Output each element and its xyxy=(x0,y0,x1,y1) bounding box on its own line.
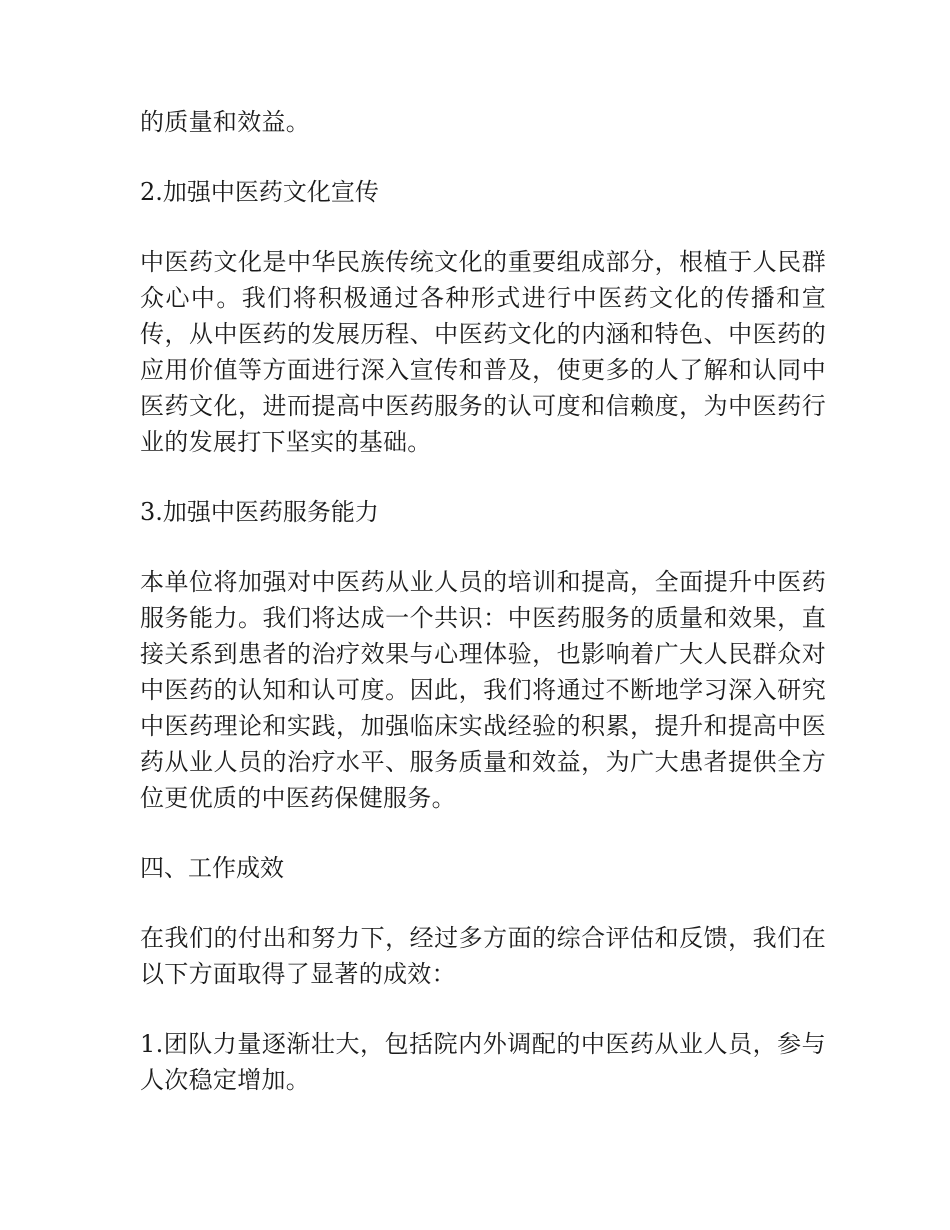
paragraph-service-capability: 本单位将加强对中医药从业人员的培训和提高，全面提升中医药服务能力。我们将达成一个共识：中医药服务的质量和效果，直接关系到患者的治疗效果与心理体验，也影响着广大人民群众对中医药的认知和认可度。因此，我们将通过不断地学习深入研究中医药理论和实践，加强临床实战经验的积累，提升和提高中医药从业人员的治疗水平、服务质量和效益，为广大患者提供全方位更优质的中医药保健服务。 xyxy=(140,568,826,812)
paragraph-work-results-intro: 在我们的付出和努力下，经过多方面的综合评估和反馈，我们在以下方面取得了显著的成效： xyxy=(140,924,826,988)
paragraph-result-item-1: 1.团队力量逐渐壮大，包括院内外调配的中医药从业人员，参与人次稳定增加。 xyxy=(140,1030,826,1094)
section-heading-culture-promotion: 2.加强中医药文化宣传 xyxy=(140,178,379,206)
paragraph-culture-promotion: 中医药文化是中华民族传统文化的重要组成部分，根植于人民群众心中。我们将积极通过各种形式进行中医药文化的传播和宣传，从中医药的发展历程、中医药文化的内涵和特色、中医药的应用价值等方面进行深入宣传和普及，使更多的人了解和认同中医药文化，进而提高中医药服务的认可度和信赖度，为中医药行业的发展打下坚实的基础。 xyxy=(140,248,826,456)
section-heading-work-results: 四、工作成效 xyxy=(140,854,284,882)
document-body xyxy=(140,104,826,1132)
paragraph-continuation: 的质量和效益。 xyxy=(140,108,311,136)
section-heading-service-capability: 3.加强中医药服务能力 xyxy=(140,498,379,526)
